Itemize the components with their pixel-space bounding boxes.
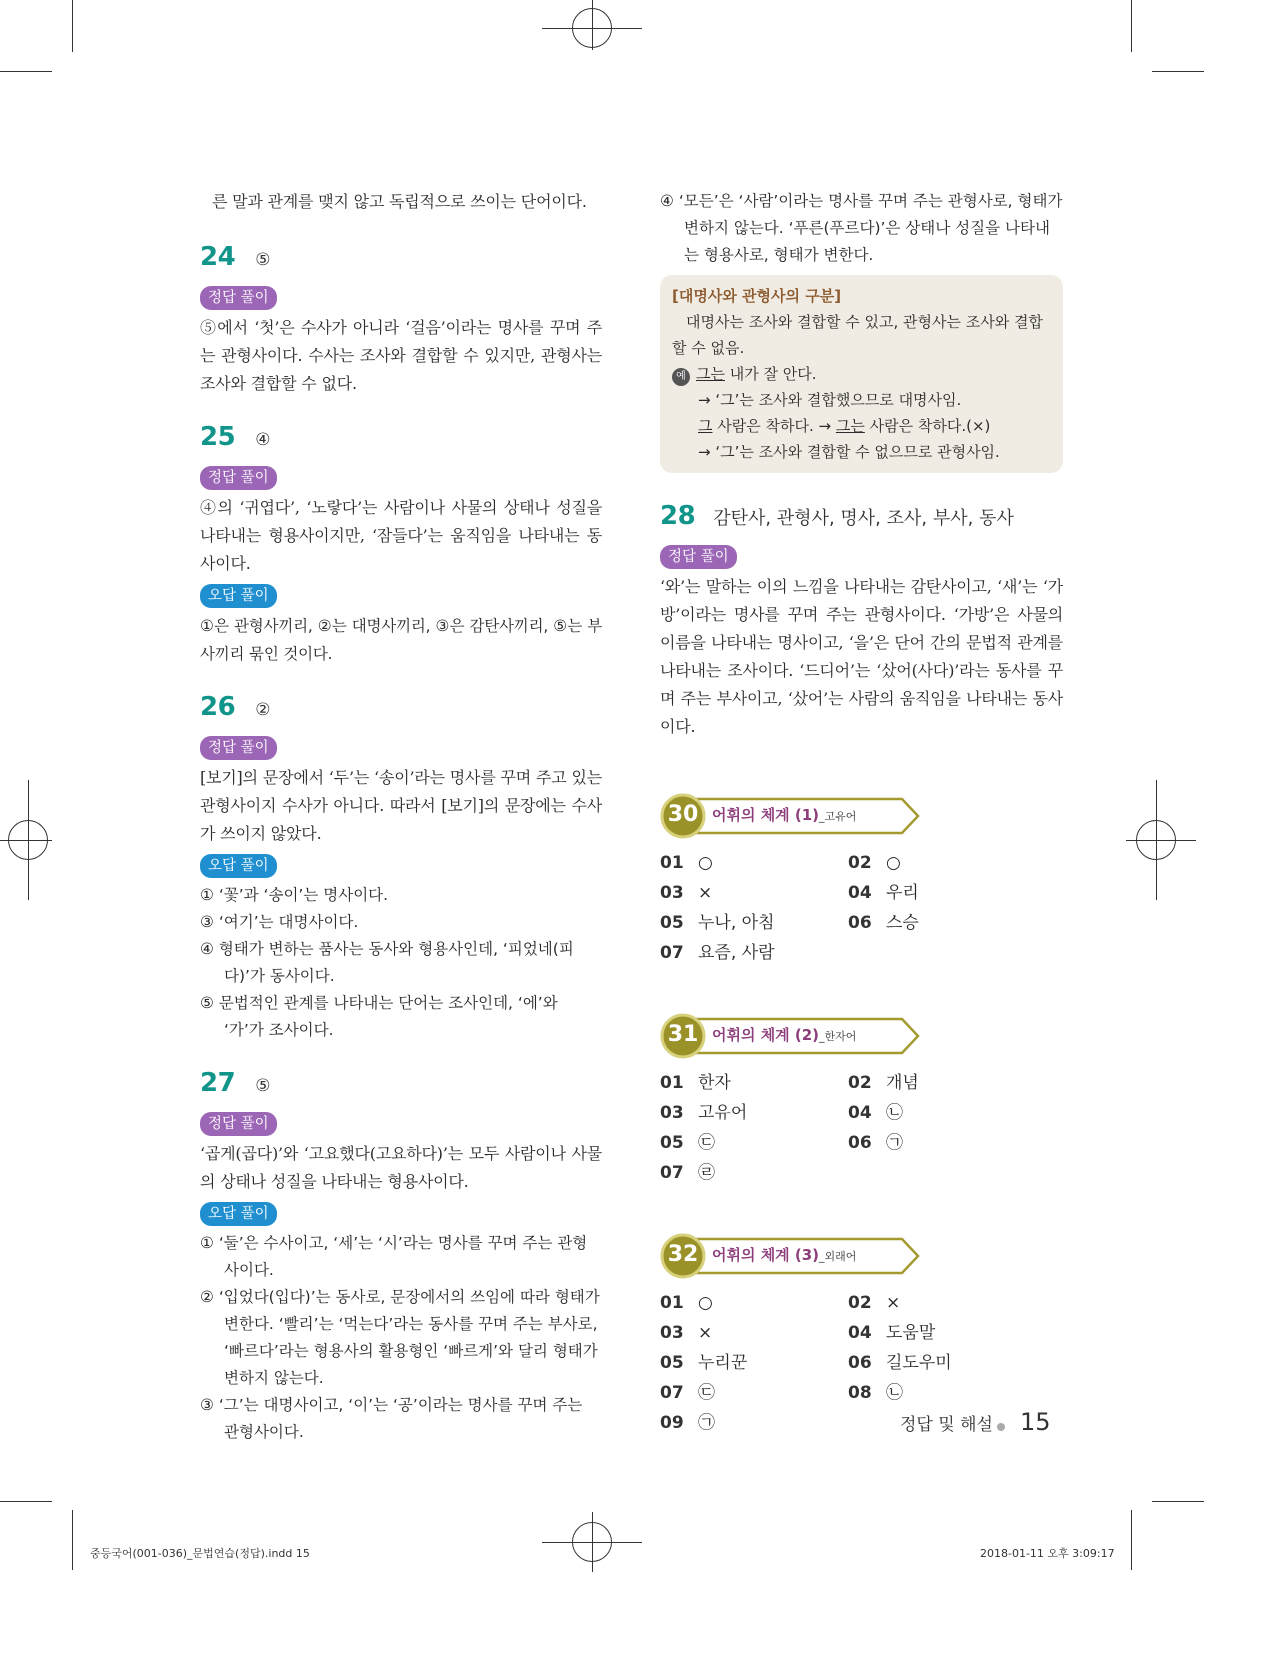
note-box-title: [대명사와 관형사의 구분]	[672, 287, 842, 305]
section-title-text: 어휘의 체계 (1)	[712, 806, 820, 824]
answer-item	[660, 879, 848, 907]
answer-item	[848, 909, 1036, 937]
section-number: 30	[667, 802, 699, 827]
item-number: 01	[660, 1073, 684, 1093]
crop-mark	[1152, 1501, 1204, 1502]
item-answer: 우리	[886, 883, 919, 903]
section-title	[712, 1244, 856, 1265]
wrong-explanation-badge: 오답 풀이	[200, 584, 277, 608]
question-25-header	[200, 422, 602, 452]
option-item: ⑤ 문법적인 관계를 나타내는 단어는 조사인데, ‘에’와 ‘가’가 조사이다.	[200, 994, 558, 1039]
continued-options	[660, 188, 1063, 269]
section-number: 31	[667, 1022, 699, 1047]
item-answer: ㉡	[886, 1383, 903, 1403]
crop-mark	[72, 0, 73, 52]
item-answer: 길도우미	[886, 1353, 952, 1373]
item-answer: ○	[698, 853, 713, 873]
item-answer: ㉠	[886, 1133, 903, 1153]
crop-mark	[1131, 0, 1132, 52]
answer-item	[848, 1289, 1036, 1317]
answer-item	[848, 1349, 1036, 1377]
section-subtitle: _한자어	[819, 1030, 857, 1043]
answer-item	[660, 1409, 848, 1437]
answer-item	[660, 1129, 848, 1157]
item-number: 04	[848, 1323, 872, 1343]
registration-mark-line	[28, 780, 29, 900]
answer-grid	[660, 849, 1063, 967]
question-24-header	[200, 242, 602, 272]
item-number: 06	[848, 913, 872, 933]
answer-mark: ④	[255, 430, 271, 450]
crop-mark	[72, 1510, 73, 1570]
item-answer: 누리꾼	[698, 1353, 748, 1373]
section-subtitle: _외래어	[819, 1250, 857, 1263]
explanation-text: ‘곱게(곱다)’와 ‘고요했다(고요하다)’는 모두 사람이나 사물의 상태나 성질을 나타내는 형용사이다.	[200, 1144, 602, 1191]
registration-mark-line	[592, 1512, 593, 1572]
registration-mark-line	[0, 840, 52, 841]
example-line	[672, 413, 1049, 439]
item-number: 06	[848, 1133, 872, 1153]
example-mark: 예	[672, 368, 690, 386]
item-number: 02	[848, 1073, 872, 1093]
correct-explanation-badge: 정답 풀이	[200, 736, 277, 760]
registration-mark-line	[592, 0, 593, 50]
answer-item	[660, 939, 848, 967]
correct-explanation-badge: 정답 풀이	[660, 545, 737, 569]
registration-mark-line	[1156, 780, 1157, 900]
item-number: 01	[660, 853, 684, 873]
wrong-explanation-badge: 오답 풀이	[200, 1202, 277, 1226]
crop-mark	[0, 1501, 52, 1502]
correct-explanation-badge: 정답 풀이	[200, 466, 277, 490]
wrong-explanation-text: ①은 관형사끼리, ②는 대명사끼리, ③은 감탄사끼리, ⑤는 부사끼리 묶인 것이다.	[200, 617, 602, 663]
option-item: ④ ‘모든’은 ‘사람’이라는 명사를 꾸며 주는 관형사로, 형태가 변하지 않는다. ‘푸른(푸르다)’은 상태나 성질을 나타내는 형용사로, 형태가 변한다.	[660, 192, 1063, 264]
section-number: 32	[667, 1242, 699, 1267]
question-number: 28	[660, 501, 696, 531]
answer-item	[848, 1319, 1036, 1347]
answer-item	[660, 1349, 848, 1377]
item-answer: ×	[698, 883, 713, 903]
item-number: 02	[848, 1293, 872, 1313]
example-text: 사람은 착하다.(×)	[864, 417, 991, 435]
answer-mark: ②	[255, 700, 271, 720]
correct-explanation-badge: 정답 풀이	[200, 1112, 277, 1136]
left-column	[200, 188, 602, 1446]
page-number: 15	[1020, 1408, 1051, 1436]
item-number: 08	[848, 1383, 872, 1403]
footer-dot	[997, 1423, 1005, 1431]
example-note: → ‘그’는 조사와 결합할 수 없으므로 관형사임.	[698, 443, 1000, 461]
item-answer: 스승	[886, 913, 919, 933]
section-title-text: 어휘의 체계 (2)	[712, 1026, 820, 1044]
item-answer: ㉠	[698, 1413, 715, 1433]
explanation-text: ④의 ‘귀엽다’, ‘노랗다’는 사람이나 사물의 상태나 성질을 나타내는 형용사이지만, ‘잠들다’는 움직임을 나타내는 동사이다.	[200, 498, 603, 573]
answer-item	[848, 1129, 1036, 1157]
item-answer: ㉢	[698, 1133, 715, 1153]
right-column	[660, 188, 1063, 1437]
option-item: ④ 형태가 변하는 품사는 동사와 형용사인데, ‘피었네(피다)’가 동사이다.	[200, 940, 574, 985]
answer-item	[848, 1379, 1036, 1407]
item-answer: ㉡	[886, 1103, 903, 1123]
answer-mark: ⑤	[255, 250, 271, 270]
question-number: 27	[200, 1068, 236, 1098]
note-line: 대명사는 조사와 결합할 수 있고, 관형사는 조사와 결합할 수 없음.	[672, 313, 1043, 357]
item-number: 07	[660, 943, 684, 963]
correct-explanation-badge: 정답 풀이	[200, 286, 277, 310]
answer-item	[660, 1159, 848, 1187]
item-number: 02	[848, 853, 872, 873]
question-number: 26	[200, 692, 236, 722]
item-answer: ○	[698, 1293, 713, 1313]
item-answer: 누나, 아침	[698, 913, 775, 933]
example-text: 내가 잘 안다.	[724, 365, 817, 383]
answer-item	[848, 849, 1036, 877]
option-item: ② ‘입었다(입다)’는 동사로, 문장에서의 쓰임에 따라 형태가 변한다. ‘빨리’는 ‘먹는다’라는 동사를 꾸며 주는 부사로, ‘빠르다’라는 형용사의 활용형인 ‘빠르게’와 달리 형태가 변하지 않는다.	[200, 1288, 600, 1387]
registration-mark-line	[1126, 840, 1196, 841]
answer-item	[660, 1289, 848, 1317]
intro-text: 른 말과 관계를 맺지 않고 독립적으로 쓰이는 단어이다.	[212, 192, 587, 211]
answer-item	[660, 1379, 848, 1407]
footer-label: 정답 및 해설	[900, 1415, 993, 1435]
crop-mark	[1131, 1510, 1132, 1570]
answer-item	[660, 909, 848, 937]
option-item: ③ ‘그’는 대명사이고, ‘이’는 ‘공’이라는 명사를 꾸며 주는 관형사이다.	[200, 1396, 583, 1441]
item-answer: ○	[886, 853, 901, 873]
question-number: 25	[200, 422, 236, 452]
item-number: 05	[660, 1133, 684, 1153]
print-file-info: 중등국어(001-036)_문법연습(정답).indd 15	[90, 1547, 310, 1560]
answer-item	[848, 1099, 1036, 1127]
example-note: → ‘그’는 조사와 결합했으므로 대명사임.	[698, 391, 962, 409]
section-title	[712, 1024, 856, 1045]
item-number: 06	[848, 1353, 872, 1373]
note-box	[660, 275, 1063, 473]
item-number: 07	[660, 1383, 684, 1403]
question-28-header	[660, 501, 1063, 531]
item-answer: ㉣	[698, 1163, 715, 1183]
item-number: 07	[660, 1163, 684, 1183]
explanation-text: ‘와’는 말하는 이의 느낌을 나타내는 감탄사이고, ‘새’는 ‘가방’이라는 명사를 꾸며 주는 관형사이다. ‘가방’은 사물의 이름을 나타내는 명사이고, ‘을’은 단어 간의 문법적 관계를 나타내는 조사이다. ‘드디어’는 ‘샀어(사다)’라는 동사를 꾸며 주는 부사이고, ‘샀어’는 사람의 움직임을 나타내는 동사이다.	[660, 577, 1063, 736]
item-answer: 요즘, 사람	[698, 943, 775, 963]
item-number: 01	[660, 1293, 684, 1313]
item-number: 09	[660, 1413, 684, 1433]
option-item: ① ‘둘’은 수사이고, ‘세’는 ‘시’라는 명사를 꾸며 주는 관형사이다.	[200, 1234, 588, 1279]
item-answer: 한자	[698, 1073, 731, 1093]
answer-mark: ⑤	[255, 1076, 271, 1096]
underlined-word: 그	[698, 417, 713, 435]
underlined-word: 그는	[835, 417, 865, 435]
question-number: 24	[200, 242, 236, 272]
answer-item	[660, 1319, 848, 1347]
vocab-section-31-banner	[660, 1013, 1063, 1059]
explanation-text: [보기]의 문장에서 ‘두’는 ‘송이’라는 명사를 꾸며 주고 있는 관형사이지 수사가 아니다. 따라서 [보기]의 문장에는 수사가 쓰이지 않았다.	[200, 768, 602, 843]
explanation-text: ⑤에서 ‘첫’은 수사가 아니라 ‘걸음’이라는 명사를 꾸며 주는 관형사이다. 수사는 조사와 결합할 수 있지만, 관형사는 조사와 결합할 수 없다.	[200, 318, 602, 393]
wrong-options-list	[200, 882, 602, 1044]
item-number: 05	[660, 913, 684, 933]
answer-item	[848, 1069, 1036, 1097]
example-text: 사람은 착하다. →	[712, 417, 836, 435]
example-line	[672, 361, 1049, 387]
section-title	[712, 804, 856, 825]
answer-item	[660, 849, 848, 877]
answer-grid	[660, 1289, 1063, 1437]
item-answer: ×	[698, 1323, 713, 1343]
print-timestamp: 2018-01-11 오후 3:09:17	[980, 1547, 1115, 1560]
vocab-section-30-banner	[660, 793, 1063, 839]
option-item: ③ ‘여기’는 대명사이다.	[200, 913, 359, 931]
wrong-explanation-badge: 오답 풀이	[200, 854, 277, 878]
answer-item	[848, 879, 1036, 907]
vocab-section-32-banner	[660, 1233, 1063, 1279]
item-number: 05	[660, 1353, 684, 1373]
section-title-text: 어휘의 체계 (3)	[712, 1246, 820, 1264]
crop-mark	[0, 71, 52, 72]
question-27-header	[200, 1068, 602, 1098]
item-answer: ㉢	[698, 1383, 715, 1403]
answer-text: 감탄사, 관형사, 명사, 조사, 부사, 동사	[713, 508, 1014, 529]
wrong-options-list	[200, 1230, 602, 1446]
crop-mark	[1152, 71, 1204, 72]
item-number: 04	[848, 883, 872, 903]
item-number: 04	[848, 1103, 872, 1123]
item-answer: 개념	[886, 1073, 919, 1093]
answer-grid	[660, 1069, 1063, 1187]
underlined-word: 그는	[696, 365, 725, 383]
answer-item	[660, 1099, 848, 1127]
item-number: 03	[660, 883, 684, 903]
question-26-header	[200, 692, 602, 722]
item-number: 03	[660, 1323, 684, 1343]
option-item: ① ‘꽃’과 ‘송이’는 명사이다.	[200, 886, 389, 904]
item-answer: 고유어	[698, 1103, 748, 1123]
item-answer: 도움말	[886, 1323, 936, 1343]
answer-item	[660, 1069, 848, 1097]
item-answer: ×	[886, 1293, 901, 1313]
section-subtitle: _고유어	[819, 810, 857, 823]
item-number: 03	[660, 1103, 684, 1123]
